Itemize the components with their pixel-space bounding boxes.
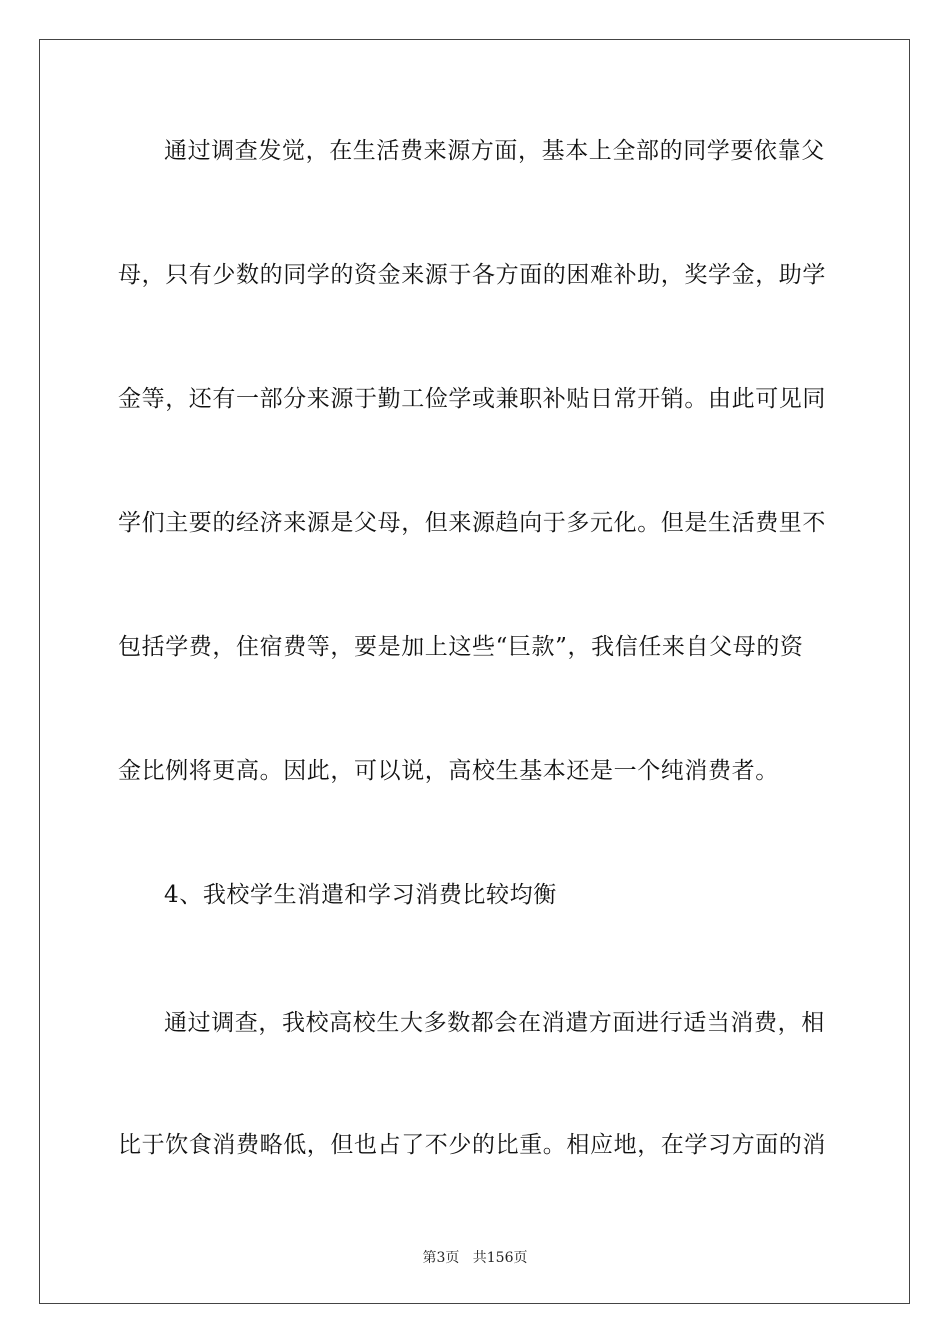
paragraph-line-4: 学们主要的经济来源是父母，但来源趋向于多元化。但是生活费里不 <box>118 510 826 536</box>
paragraph-line-2: 母，只有少数的同学的资金来源于各方面的困难补助，奖学金，助学 <box>118 262 826 288</box>
paragraph-line-1: 通过调查发觉，在生活费来源方面，基本上全部的同学要依靠父 <box>164 138 825 164</box>
paragraph-line-6: 金比例将更高。因此，可以说，高校生基本还是一个纯消费者。 <box>118 758 779 784</box>
paragraph-line-5: 包括学费，住宿费等，要是加上这些“巨款”，我信任来自父母的资 <box>118 634 804 660</box>
paragraph-line-3: 金等，还有一部分来源于勤工俭学或兼职补贴日常开销。由此可见同 <box>118 386 826 412</box>
paragraph-line-7: 通过调查，我校高校生大多数都会在消遣方面进行适当消费，相 <box>164 1010 825 1036</box>
page-total: 共156页 <box>472 1250 528 1266</box>
section-heading: 4、我校学生消遣和学习消费比较均衡 <box>164 882 557 908</box>
page-number: 第3页 <box>422 1250 460 1266</box>
page-footer <box>0 1249 950 1267</box>
paragraph-line-8: 比于饮食消费略低，但也占了不少的比重。相应地，在学习方面的消 <box>118 1132 826 1158</box>
page-border <box>39 39 910 1304</box>
